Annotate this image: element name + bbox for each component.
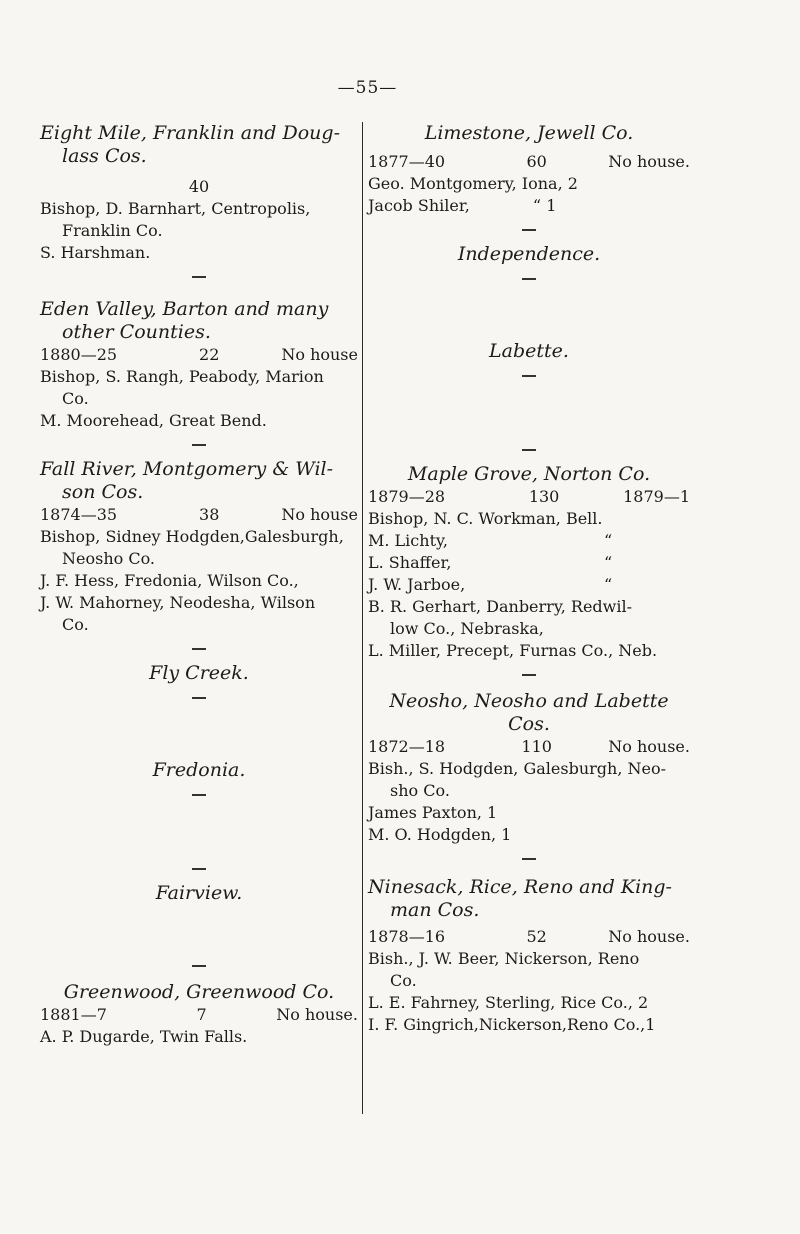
section-heading-fairview: Fairview. (155, 882, 243, 904)
member-entry: Bish., S. Hodgden, Galesburgh, Neo- sho Co. (368, 759, 667, 800)
section-separator (192, 276, 206, 278)
member-entry: A. P. Dugarde, Twin Falls. (40, 1027, 248, 1046)
stats-line: 1881—7 7 No house. (40, 1005, 358, 1024)
section-heading: Limestone, Jewell Co. (424, 122, 634, 144)
section-heading-labette: Labette. (489, 340, 569, 362)
stats-line: 1877—40 60 No house. (368, 152, 690, 171)
section-heading: Neosho, Neosho and Labette Cos. (389, 690, 669, 735)
section-greenwood (40, 981, 358, 1048)
member-entry: Bish., J. W. Beer, Nickerson, Reno Co. (368, 949, 640, 990)
stats-line: 1874—35 38 No house (40, 505, 358, 524)
section-heading: Ninesack, Rice, Reno and King- man Cos. (368, 876, 672, 921)
member-entry: J. F. Hess, Fredonia, Wilson Co., (40, 571, 299, 590)
section-heading: Maple Grove, Norton Co. (407, 463, 651, 485)
section-heading: Fall River, Montgomery & Wil- son Cos. (40, 458, 334, 503)
section-separator (192, 697, 206, 699)
section-maple-grove (368, 463, 690, 662)
section-ninesack (368, 876, 690, 1036)
section-fall-river (40, 458, 358, 636)
stats-line: 1879—28 130 1879—1 (368, 487, 690, 506)
section-separator (192, 444, 206, 446)
section-separator (522, 375, 536, 377)
member-entry: Bishop, Sidney Hodgden,Galesburgh, Neosho Co. (40, 527, 344, 568)
section-heading-fredonia: Fredonia. (152, 759, 246, 781)
member-entry: B. R. Gerhart, Danberry, Redwil- low Co., Nebraska, (368, 597, 632, 638)
column-divider (362, 122, 363, 1114)
section-heading: Greenwood, Greenwood Co. (63, 981, 335, 1003)
member-entry: Bishop, S. Rangh, Peabody, Marion Co. (40, 367, 324, 408)
member-entry: Bishop, N. C. Workman, Bell. (368, 509, 603, 528)
section-separator (522, 229, 536, 231)
section-separator (192, 648, 206, 650)
member-entry: Jacob Shiler, “ 1 (368, 196, 557, 215)
section-heading-fly-creek: Fly Creek. (149, 662, 249, 684)
right-column (368, 122, 690, 1036)
section-separator (192, 965, 206, 967)
member-entry: L. Miller, Precept, Furnas Co., Neb. (368, 641, 658, 660)
left-column (40, 122, 358, 1048)
section-eight-mile (40, 122, 358, 264)
member-entry: M. Moorehead, Great Bend. (40, 411, 267, 430)
member-entry: I. F. Gingrich,Nickerson,Reno Co.,1 (368, 1015, 656, 1034)
section-heading-independence: Independence. (457, 243, 601, 265)
member-entry: James Paxton, 1 (368, 803, 498, 822)
section-heading: Eden Valley, Barton and many other Counties. (40, 298, 329, 343)
member-entry: M. O. Hodgden, 1 (368, 825, 512, 844)
member-entry: J. W. Jarboe, “ (368, 575, 613, 594)
section-separator (192, 868, 206, 870)
member-entry: S. Harshman. (40, 243, 151, 262)
stats-line: 1872—18 110 No house. (368, 737, 690, 756)
member-entry: L. Shaffer, “ (368, 553, 613, 572)
member-entry: Geo. Montgomery, Iona, 2 (368, 174, 578, 193)
member-entry: J. W. Mahorney, Neodesha, Wilson Co. (40, 593, 316, 634)
section-neosho (368, 690, 690, 846)
section-heading: Eight Mile, Franklin and Doug- lass Cos. (40, 122, 340, 167)
section-separator (522, 858, 536, 860)
member-entry: L. E. Fahrney, Sterling, Rice Co., 2 (368, 993, 649, 1012)
stats-line: 1880—25 22 No house (40, 345, 358, 364)
section-limestone (368, 122, 690, 217)
stats-line: 40 (188, 177, 210, 196)
section-separator (522, 278, 536, 280)
section-separator (522, 674, 536, 676)
page-number: —55— (337, 78, 398, 98)
member-entry: Bishop, D. Barnhart, Centropolis, Franklin Co. (40, 199, 311, 240)
section-separator (192, 794, 206, 796)
stats-line: 1878—16 52 No house. (368, 927, 690, 946)
section-eden-valley (40, 298, 358, 432)
member-entry: M. Lichty, “ (368, 531, 613, 550)
section-separator (522, 449, 536, 451)
